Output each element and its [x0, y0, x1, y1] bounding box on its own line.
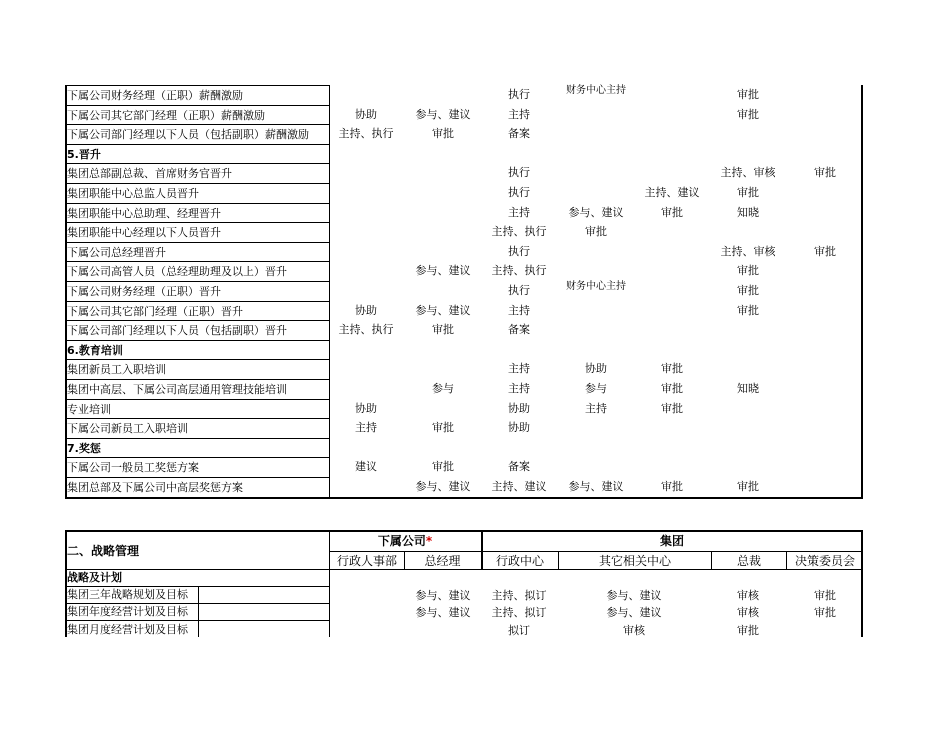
grid-line	[65, 586, 329, 587]
table-row	[65, 85, 863, 105]
table-row	[65, 301, 863, 321]
role-cell: 财务中心主持	[566, 85, 626, 96]
role-cell: 审批	[432, 460, 454, 474]
grid-line	[65, 85, 329, 86]
role-cell: 审批	[737, 88, 759, 101]
row-label: 集团月度经营计划及目标	[67, 622, 188, 636]
role-cell: 协助	[508, 421, 530, 435]
role-cell: 主持、建议	[644, 186, 700, 199]
role-cell: 主持	[508, 362, 530, 376]
row-label: 集团职能中心经理以下人员晋升	[67, 226, 221, 240]
grid-line	[65, 124, 329, 125]
row-label: 下属公司部门经理以下人员（包括副职）薪酬激励	[67, 128, 309, 142]
role-cell: 审批	[432, 323, 454, 337]
grid-line	[65, 301, 329, 302]
role-cell: 审批	[432, 421, 454, 435]
header-subsidiary-asterisk: *	[425, 534, 433, 548]
table-row	[65, 399, 863, 419]
table-row	[65, 621, 863, 638]
role-cell: 审批	[737, 186, 759, 199]
role-cell: 参与、建议	[415, 606, 471, 620]
table-row	[65, 203, 863, 223]
role-cell: 主持、建议	[491, 480, 547, 493]
table-row	[65, 418, 863, 438]
grid-line	[65, 340, 329, 341]
grid-line	[65, 163, 329, 164]
row-label: 集团总部及下属公司中高层奖惩方案	[67, 481, 243, 494]
table-row	[65, 183, 863, 203]
row-label: 集团年度经营计划及目标	[67, 605, 188, 619]
role-cell: 主持、拟订	[491, 589, 547, 603]
grid-line	[65, 85, 67, 497]
table-row	[65, 586, 863, 603]
role-cell: 审批	[737, 303, 759, 317]
grid-line	[65, 530, 863, 532]
role-cell: 主持、执行	[491, 225, 547, 239]
grid-line	[861, 85, 863, 497]
table-row	[65, 379, 863, 399]
grid-line	[404, 551, 405, 569]
grid-line	[786, 551, 787, 569]
row-label: 5.晋升	[67, 147, 101, 161]
row-label: 下属公司财务经理（正职）薪酬激励	[67, 89, 243, 102]
table-row	[65, 281, 863, 301]
header-col-president: 总裁	[736, 554, 761, 568]
role-cell: 审批	[814, 589, 836, 603]
role-cell: 主持、审核	[720, 166, 776, 180]
row-label: 集团中高层、下属公司高层通用管理技能培训	[67, 383, 287, 396]
role-cell: 协助	[355, 303, 377, 317]
role-cell: 参与	[432, 382, 454, 395]
role-cell: 执行	[508, 186, 530, 199]
role-cell: 参与、建议	[415, 589, 471, 603]
row-label: 下属公司高管人员（总经理助理及以上）晋升	[67, 265, 287, 279]
table-row	[65, 163, 863, 183]
table2-title: 二、战略管理	[67, 544, 140, 558]
grid-line	[65, 222, 329, 223]
header-corp-group: 集团	[659, 534, 684, 548]
header-subsidiary-label: 下属公司	[377, 534, 426, 548]
table-row	[65, 261, 863, 281]
grid-line	[65, 438, 329, 439]
role-cell: 执行	[508, 284, 530, 297]
grid-line	[65, 105, 329, 106]
row-label: 集团新员工入职培训	[67, 363, 166, 377]
grid-line	[65, 183, 329, 184]
role-cell: 协助	[355, 401, 377, 415]
grid-line	[65, 281, 329, 282]
table-row	[65, 477, 863, 497]
role-cell: 审批	[737, 284, 759, 297]
role-cell: 审批	[737, 107, 759, 121]
table-bottom-border	[65, 497, 863, 499]
role-cell: 知晓	[737, 205, 759, 219]
row-label: 下属公司一般员工奖惩方案	[67, 461, 199, 475]
role-cell: 主持、执行	[338, 127, 394, 141]
grid-line	[65, 203, 329, 204]
row-label: 6.教育培训	[67, 343, 123, 357]
grid-line	[65, 261, 329, 262]
table-row	[65, 222, 863, 242]
section-row	[65, 569, 863, 586]
section-row	[65, 340, 863, 360]
role-cell: 协助	[508, 401, 530, 415]
role-cell: 协助	[355, 107, 377, 121]
role-cell: 审批	[661, 382, 683, 395]
grid-line	[65, 477, 329, 478]
section-row	[65, 144, 863, 164]
row-label: 专业培训	[67, 402, 111, 416]
role-cell: 审批	[814, 606, 836, 620]
grid-line	[861, 530, 863, 637]
row-label: 战略及计划	[67, 571, 122, 584]
grid-line	[65, 603, 329, 604]
header-col-admin-center: 行政中心	[495, 554, 544, 568]
table-row	[65, 242, 863, 262]
role-cell: 备案	[508, 127, 530, 141]
header-subsidiary-group	[330, 532, 480, 549]
role-cell: 审批	[814, 166, 836, 180]
role-cell: 审核	[737, 589, 759, 603]
role-cell: 审批	[585, 225, 607, 239]
role-cell: 参与、建议	[415, 303, 471, 317]
grid-line	[65, 530, 67, 637]
grid-line	[65, 418, 329, 419]
grid-line	[65, 359, 329, 360]
grid-line	[198, 586, 199, 637]
table-row	[65, 320, 863, 340]
row-label: 7.奖惩	[67, 441, 101, 455]
role-cell: 主持	[508, 205, 530, 219]
row-label: 下属公司新员工入职培训	[67, 422, 188, 436]
role-cell: 审批	[814, 244, 836, 258]
role-cell: 建议	[355, 460, 377, 474]
role-cell: 参与、建议	[568, 205, 624, 219]
row-label: 下属公司部门经理以下人员（包括副职）晋升	[67, 324, 287, 338]
table-row	[65, 603, 863, 620]
role-cell: 参与	[585, 382, 607, 395]
role-cell: 协助	[585, 362, 607, 376]
role-cell: 审批	[432, 127, 454, 141]
grid-line	[329, 530, 330, 637]
grid-line	[558, 551, 559, 569]
role-cell: 审批	[737, 480, 759, 493]
role-cell: 主持	[508, 303, 530, 317]
role-cell: 执行	[508, 166, 530, 180]
row-label: 下属公司其它部门经理（正职）薪酬激励	[67, 108, 265, 122]
row-label: 集团三年战略规划及目标	[67, 588, 188, 602]
role-cell: 主持	[508, 107, 530, 121]
row-label: 集团职能中心总监人员晋升	[67, 187, 199, 200]
row-label: 下属公司财务经理（正职）晋升	[67, 285, 221, 298]
grid-line	[65, 457, 329, 458]
role-cell: 备案	[508, 460, 530, 474]
role-cell: 参与、建议	[415, 480, 471, 493]
role-cell: 主持、执行	[491, 264, 547, 278]
role-cell: 主持	[585, 401, 607, 415]
role-cell: 审批	[737, 264, 759, 278]
grid-line	[65, 144, 329, 145]
role-cell: 主持	[508, 382, 530, 395]
grid-line	[65, 620, 329, 621]
role-cell: 主持、执行	[338, 323, 394, 337]
grid-line	[65, 242, 329, 243]
grid-line	[65, 569, 863, 570]
row-label: 集团职能中心总助理、经理晋升	[67, 206, 221, 220]
role-cell: 拟订	[508, 623, 530, 637]
role-cell: 参与、建议	[606, 606, 662, 620]
section-row	[65, 438, 863, 458]
table-row	[65, 105, 863, 125]
role-cell: 审批	[661, 362, 683, 376]
role-cell: 执行	[508, 244, 530, 258]
role-cell: 财务中心主持	[566, 281, 626, 292]
role-cell: 审核	[623, 623, 645, 637]
grid-line	[329, 551, 863, 552]
role-cell: 审批	[661, 205, 683, 219]
role-cell: 审批	[737, 623, 759, 637]
grid-line	[481, 530, 483, 569]
row-label: 集团总部副总裁、首席财务官晋升	[67, 167, 232, 181]
role-cell: 参与、建议	[415, 264, 471, 278]
role-cell: 知晓	[737, 382, 759, 395]
row-label: 下属公司其它部门经理（正职）晋升	[67, 304, 243, 318]
role-cell: 主持、审核	[720, 244, 776, 258]
role-cell: 参与、建议	[415, 107, 471, 121]
grid-line	[711, 551, 712, 569]
header-col-hr-dept: 行政人事部	[336, 554, 397, 568]
grid-line	[329, 85, 330, 497]
header-col-gm: 总经理	[424, 554, 461, 568]
table-row	[65, 124, 863, 144]
role-cell: 审核	[737, 606, 759, 620]
role-cell: 主持、拟订	[491, 606, 547, 620]
header-col-committee: 决策委员会	[794, 554, 855, 568]
table-row	[65, 457, 863, 477]
role-cell: 审批	[661, 480, 683, 493]
role-cell: 参与、建议	[606, 589, 662, 603]
grid-line	[65, 399, 329, 400]
row-label: 下属公司总经理晋升	[67, 245, 166, 259]
grid-line	[65, 320, 329, 321]
role-cell: 审批	[661, 401, 683, 415]
role-cell: 执行	[508, 88, 530, 101]
table-row	[65, 359, 863, 379]
role-cell: 参与、建议	[568, 480, 624, 493]
role-cell: 备案	[508, 323, 530, 337]
role-cell: 主持	[355, 421, 377, 435]
grid-line	[65, 379, 329, 380]
header-col-other-centers: 其它相关中心	[598, 554, 671, 568]
